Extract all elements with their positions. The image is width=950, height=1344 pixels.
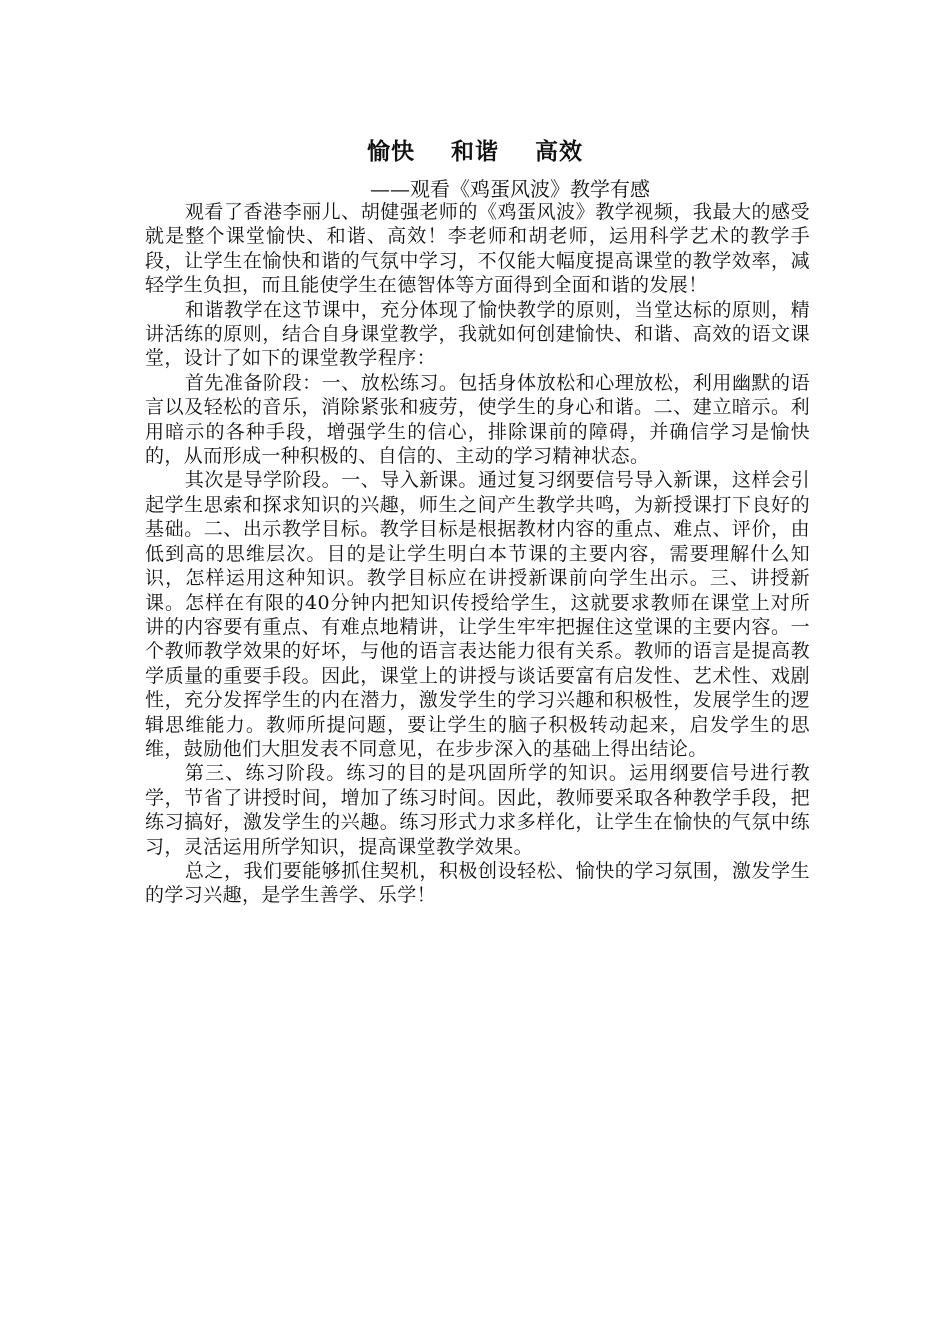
paragraph-4: 其次是导学阶段。一、导入新课。通过复习纲要信号导入新课，这样会引起学生思索和探求知识的兴趣，师生之间产生教学共鸣，为新授课打下良好的基础。二、出示教学目标。教学目标是根据教材内容的重点、难点、评价，由低到高的思维层次。目的是让学生明白本节课的主要内容，需要理解什么知识，怎样运用这种知识。教学目标应在讲授新课前向学生出示。三、讲授新课。怎样在有限的40分钟内把知识传授给学生，这就要求教师在课堂上对所讲的内容要有重点、有难点地精讲，让学生牢牢把握住这堂课的主要内容。一个教师教学效果的好坏，与他的语言表达能力很有关系。教师的语言是提高教学质量的重要手段。因此，课堂上的讲授与谈话要富有启发性、艺术性、戏剧性，充分发挥学生的内在潜力，激发学生的学习兴趣和积极性，发展学生的逻辑思维能力。教师所提问题，要让学生的脑子积极转动起来，启发学生的思维，鼓励他们大胆发表不同意见，在步步深入的基础上得出结论。 (145, 469, 810, 760)
document-subtitle: ——观看《鸡蛋风波》教学有感 (370, 177, 650, 201)
document-body (145, 200, 810, 908)
paragraph-3: 首先准备阶段：一、放松练习。包括身体放松和心理放松，利用幽默的语言以及轻松的音乐，消除紧张和疲劳，使学生的身心和谐。二、建立暗示。利用暗示的各种手段，增强学生的信心，排除课前的障碍，并确信学习是愉快的，从而形成一种积极的、自信的、主动的学习精神状态。 (145, 371, 810, 468)
paragraph-1: 观看了香港李丽儿、胡健强老师的《鸡蛋风波》教学视频，我最大的感受就是整个课堂愉快、和谐、高效！李老师和胡老师，运用科学艺术的教学手段，让学生在愉快和谐的气氛中学习，不仅能大幅度提高课堂的教学效率，减轻学生负担，而且能使学生在德智体等方面得到全面和谐的发展！ (145, 201, 810, 297)
paragraph-5: 第三、练习阶段。练习的目的是巩固所学的知识。运用纲要信号进行教学，节省了讲授时间，增加了练习时间。因此，教师要采取各种教学手段，把练习搞好，激发学生的兴趣。练习形式力求多样化，让学生在愉快的气氛中练习，灵活运用所学知识，提高课堂教学效果。 (145, 762, 810, 858)
paragraph-6: 总之，我们要能够抓住契机，积极创设轻松、愉快的学习氛围，激发学生的学习兴趣，是学生善学、乐学！ (145, 859, 810, 907)
document-title: 愉快 和谐 高效 (366, 139, 584, 165)
paragraph-2: 和谐教学在这节课中，充分体现了愉快教学的原则，当堂达标的原则，精讲活练的原则，结合自身课堂教学，我就如何创建愉快、和谐、高效的语文课堂，设计了如下的课堂教学程序： (145, 298, 810, 370)
